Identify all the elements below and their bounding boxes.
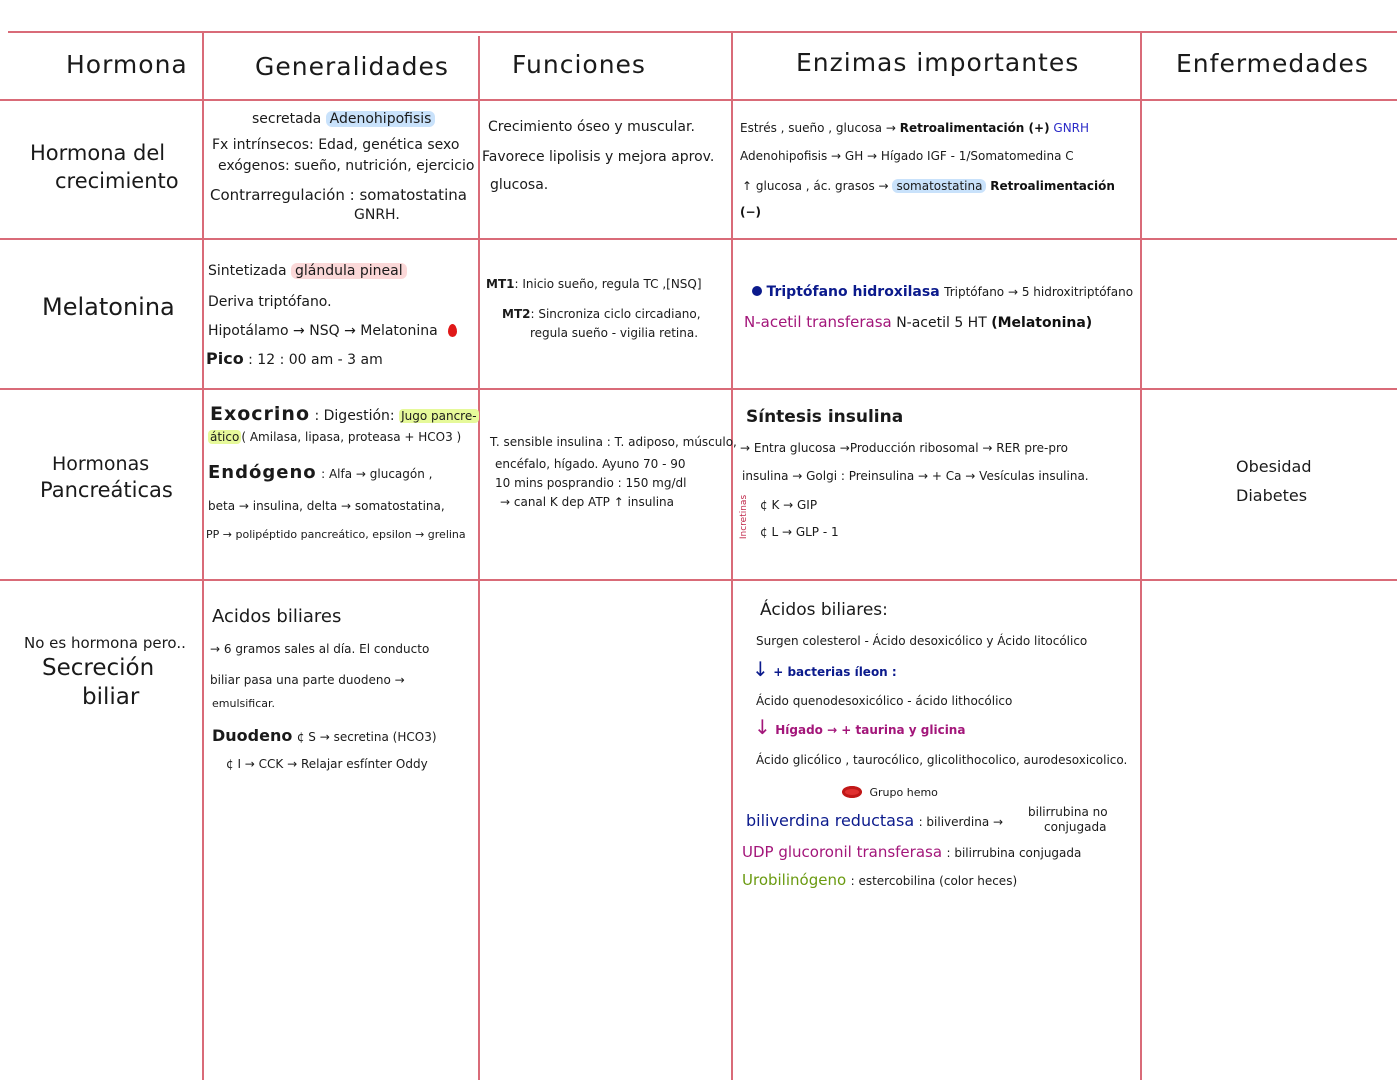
bil-enz-line1: Ácidos biliares:: [760, 600, 888, 620]
bil-bilirrubina-no: bilirrubina no: [1028, 805, 1108, 819]
pan-enz-title: Síntesis insulina: [746, 407, 904, 427]
pan-enz-line4: ¢ L → GLP - 1: [760, 525, 839, 539]
mel-mt1: MT1: [486, 277, 515, 291]
pan-alfa: : Alfa → glucagón ,: [321, 467, 433, 481]
blood-drop-icon: [448, 324, 457, 337]
pan-gen-line3: [208, 464, 432, 483]
grid-line-col4: [1140, 31, 1142, 1080]
pan-digestion: : Digestión:: [314, 408, 395, 424]
mel-gen-line4: [206, 350, 383, 369]
pan-gen-line2: [208, 429, 461, 445]
row-label-pan-line1: Hormonas: [52, 453, 150, 475]
mel-enz-line1: [752, 283, 1133, 301]
mel-pico-time: : 12 : 00 am - 3 am: [248, 352, 383, 368]
pan-gen-line4: beta → insulina, delta → somatostatina,: [208, 499, 445, 513]
grid-line-top: [8, 31, 1397, 33]
mel-triptofano-hidroxilasa: Triptófano hidroxilasa: [766, 284, 940, 300]
pan-incretinas-label: Incretinas: [739, 494, 750, 540]
gh-enz-line3: [742, 178, 1115, 194]
pan-atico: ático: [210, 430, 240, 444]
gh-gen-line2: Fx intrínsecos: Edad, genética sexo: [212, 137, 460, 153]
bil-secretina: ¢ S → secretina (HCO3): [296, 730, 437, 744]
row-label-bil-line3: biliar: [82, 684, 140, 710]
header-enzimas: Enzimas importantes: [796, 48, 1080, 77]
mel-sintetizada: Sintetizada: [208, 263, 287, 279]
pan-enz-line2: insulina → Golgi : Preinsulina → + Ca → Vesículas insulina.: [742, 469, 1089, 483]
gh-gen-line1: [252, 110, 435, 128]
header-generalidades: Generalidades: [255, 52, 449, 81]
gh-gen-line3: exógenos: sueño, nutrición, ejercicio: [218, 158, 475, 174]
mel-mt1-text: : Inicio sueño, regula TC ,[NSQ]: [514, 277, 702, 291]
row-label-gh-line1: Hormona del: [30, 141, 166, 165]
bil-arrow-down-2: ↓: [754, 715, 771, 739]
grid-line-col2: [478, 36, 480, 1080]
pan-fun-line1: T. sensible insulina : T. adiposo, músculo,: [490, 435, 737, 449]
bil-gen-line5: [212, 727, 437, 746]
bil-enz-line7: [842, 784, 938, 802]
bil-conjugada: conjugada: [1044, 820, 1107, 834]
bil-enz-line8: [746, 812, 1003, 831]
bil-duodeno: Duodeno: [212, 726, 293, 745]
grid-line-col3: [731, 31, 733, 1080]
grid-line-row3: [0, 579, 1397, 581]
gh-fun-line1: Crecimiento óseo y muscular.: [488, 119, 695, 135]
grid-line-header: [0, 99, 1397, 101]
mel-n-acetil-transferasa: N-acetil transferasa: [744, 313, 892, 331]
bullet-icon: [752, 286, 762, 296]
grid-line-row2: [0, 388, 1397, 390]
gh-glucosa: ↑ glucosa , ác. grasos →: [742, 179, 889, 193]
pan-gen-line5: PP → polipéptido pancreático, epsilon → grelina: [206, 528, 466, 541]
gh-secretada: secretada: [252, 111, 322, 127]
gh-fun-line3: glucosa.: [490, 177, 549, 193]
gh-retro: Retroalimentación: [990, 179, 1115, 193]
pan-enf-line1: Obesidad: [1236, 457, 1312, 476]
gh-fun-line2: Favorece lipolisis y mejora aprov.: [482, 149, 715, 165]
bil-biliverdina-reductasa: biliverdina reductasa: [746, 811, 915, 830]
bil-gen-line3: biliar pasa una parte duodeno →: [210, 673, 405, 687]
mel-gen-line3: [208, 322, 457, 340]
row-label-pan-line2: Pancreáticas: [40, 478, 173, 502]
bil-gen-line6: ¢ I → CCK → Relajar esfínter Oddy: [226, 757, 428, 771]
bil-biliverdina: : biliverdina →: [918, 815, 1004, 829]
grid-line-col1: [202, 31, 204, 1080]
gh-somatostatina: somatostatina: [892, 179, 986, 193]
bil-arrow-down-1: ↓: [752, 657, 769, 681]
mel-fun-line2: [502, 306, 701, 322]
bil-estercobilina: : estercobilina (color heces): [850, 874, 1018, 888]
gh-gnrh: GNRH: [1053, 121, 1090, 135]
bil-higado: Hígado → + taurina y glicina: [775, 723, 966, 737]
gh-retro-pos: Retroalimentación (+): [899, 121, 1050, 135]
gh-gen-line4: Contrarregulación : somatostatina: [210, 186, 467, 204]
bil-enz-line2: Surgen colesterol - Ácido desoxicólico y Ácido litocólico: [756, 634, 1088, 648]
pan-enz-line1: → Entra glucosa →Producción ribosomal → RER pre-pro: [740, 441, 1068, 455]
header-funciones: Funciones: [512, 50, 646, 79]
mel-mt2-text: : Sincroniza ciclo circadiano,: [530, 307, 701, 321]
pan-fun-line4: → canal K dep ATP ↑ insulina: [500, 495, 674, 509]
row-label-bil-line1: No es hormona pero..: [24, 634, 186, 652]
bil-bilirrubina-conj: : bilirrubina conjugada: [946, 846, 1082, 860]
mel-pico: Pico: [206, 349, 244, 368]
gh-enz-line1: [740, 120, 1089, 136]
pan-enz-line3: ¢ K → GIP: [760, 498, 818, 512]
mel-fun-line1: [486, 276, 702, 292]
row-label-bil-line2: Secreción: [42, 655, 155, 681]
pan-enf-line2: Diabetes: [1236, 486, 1308, 505]
gh-estres: Estrés , sueño , glucosa →: [740, 121, 896, 135]
mel-hipotalamo: Hipotálamo → NSQ → Melatonina: [208, 323, 438, 339]
mel-n-acetil-5ht: N-acetil 5 HT: [896, 315, 987, 331]
pan-gen-line1: [210, 405, 479, 425]
bil-gen-line4: emulsificar.: [212, 697, 276, 710]
gh-gen-line5: GNRH.: [354, 207, 400, 223]
grid-line-row1: [0, 238, 1397, 240]
mel-triptofano-text: Triptófano → 5 hidroxitriptófano: [944, 285, 1134, 299]
mel-gen-line2: Deriva triptófano.: [208, 294, 332, 310]
mel-gen-line1: [208, 262, 407, 280]
mel-mt2: MT2: [502, 307, 531, 321]
row-label-melatonina: Melatonina: [42, 293, 175, 321]
bil-enz-line4: Ácido quenodesoxicólico - ácido lithocólico: [756, 694, 1013, 708]
bil-enz-line6: Ácido glicólico , taurocólico, glicolithocolico, aurodesoxicolico.: [756, 753, 1128, 767]
bil-urobilinogeno: Urobilinógeno: [742, 871, 847, 889]
bil-udp: UDP glucoronil transferasa: [742, 843, 943, 861]
bil-enz-line10: [742, 871, 1017, 890]
red-blood-cell-icon: [842, 786, 862, 798]
pan-fun-line2: encéfalo, hígado. Ayuno 70 - 90: [495, 457, 686, 471]
bil-grupo-hemo: Grupo hemo: [869, 786, 938, 799]
mel-melatonina: (Melatonina): [991, 315, 1093, 331]
pan-jugo: Jugo pancre-: [401, 409, 477, 423]
gh-enz-line2: Adenohipofisis → GH → Hígado IGF - 1/Somatomedina C: [740, 149, 1074, 163]
pan-enzimas: ( Amilasa, lipasa, proteasa + HCO3 ): [241, 430, 462, 444]
pan-exocrino: Exocrino: [210, 403, 311, 425]
pan-endogeno: Endógeno: [208, 462, 317, 483]
bil-gen-line1: Acidos biliares: [212, 606, 342, 627]
gh-adenohipofisis: Adenohipofisis: [326, 111, 436, 127]
mel-glandula-pineal: glándula pineal: [291, 263, 407, 279]
bil-gen-line2: → 6 gramos sales al día. El conducto: [210, 642, 430, 656]
gh-enz-line4: (−): [740, 205, 762, 219]
header-enfermedades: Enfermedades: [1176, 49, 1369, 78]
mel-fun-line3: regula sueño - vigilia retina.: [530, 326, 699, 340]
bil-enz-line9: [742, 843, 1081, 862]
bil-bacterias: + bacterias íleon :: [773, 665, 897, 679]
row-label-gh-line2: crecimiento: [55, 169, 179, 193]
bil-enz-line5: [754, 715, 966, 739]
mel-enz-line2: [744, 313, 1092, 332]
bil-enz-line3: [752, 657, 897, 681]
pan-fun-line3: 10 mins posprandio : 150 mg/dl: [495, 476, 687, 490]
header-hormona: Hormona: [66, 50, 188, 79]
